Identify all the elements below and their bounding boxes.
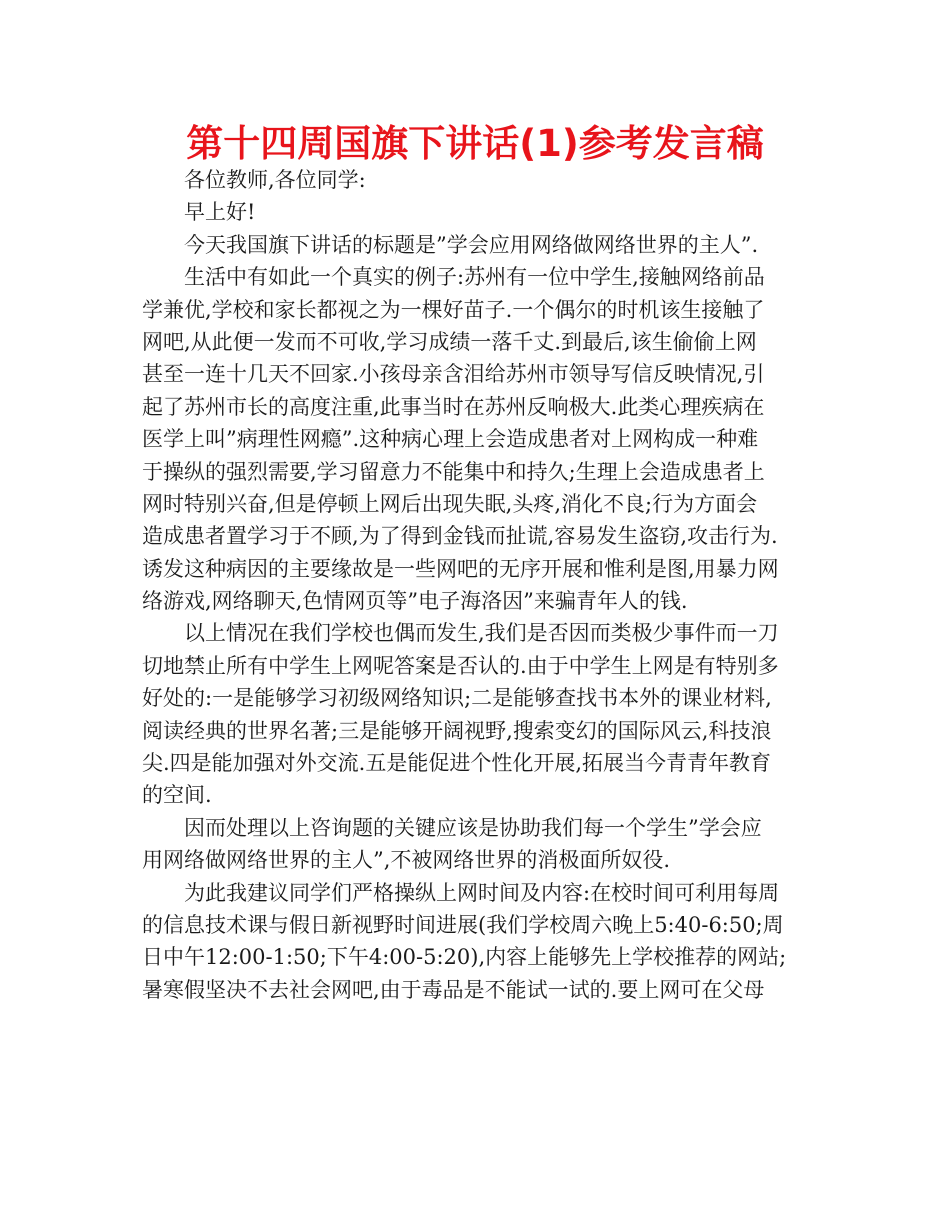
document-body [142,164,818,1006]
text-line: 生活中有如此一个真实的例子:苏州有一位中学生,接触网络前品 [184,265,765,290]
text-line: 于操纵的强烈需要,学习留意力不能集中和持久;生理上会造成患者上 [142,459,765,484]
text-line: 今天我国旗下讲话的标题是”学会应用网络做网络世界的主人”. [184,232,759,257]
text-line: 诱发这种病因的主要缘故是一些网吧的无序开展和惟利是图,用暴力网 [142,556,779,581]
text-line: 医学上叫”病理性网瘾”.这种病心理上会造成患者对上网构成一种难 [142,427,759,452]
text-line: 网时特别兴奋,但是停顿上网后出现失眠,头疼,消化不良;行为方面会 [142,491,758,516]
text-line: 用网络做网络世界的主人”,不被网络世界的消极面所奴役. [142,848,671,873]
text-line: 早上好! [184,200,256,225]
text-line: 造成患者置学习于不顾,为了得到金钱而扯谎,容易发生盗窃,攻击行为. [142,524,778,549]
text-line: 甚至一连十几天不回家.小孩母亲含泪给苏州市领导写信反映情况,引 [142,362,765,387]
text-line: 切地禁止所有中学生上网呢答案是否认的.由于中学生上网是有特别多 [142,653,779,678]
text-line: 起了苏州市长的高度注重,此事当时在苏州反响极大.此类心理疾病在 [142,394,765,419]
text-line: 暑寒假坚决不去社会网吧,由于毒品是不能试一试的.要上网可在父母 [142,977,765,1002]
text-line: 各位教师,各位同学: [184,168,366,192]
text-line: 好处的:一是能够学习初级网络知识;二是能够查找书本外的课业材料, [142,686,772,711]
text-line: 学兼优,学校和家长都视之为一棵好苗子.一个偶尔的时机该生接触了 [142,297,765,322]
text-line: 络游戏,网络聊天,色情网页等”电子海洛因”来骗青年人的钱. [142,589,688,614]
text-line: 以上情况在我们学校也偶而发生,我们是否因而类极少事件而一刀 [184,621,779,646]
text-line: 尖.四是能加强对外交流.五是能促进个性化开展,拓展当今青青年教育 [142,751,772,776]
text-line: 的信息技术课与假日新视野时间进展(我们学校周六晚上5:40-6:50;周 [142,912,784,937]
document-title: 第十四周国旗下讲话(1)参考发言稿 [186,122,764,165]
text-line: 网吧,从此便一发而不可收,学习成绩一落千丈.到最后,该生偷偷上网 [142,329,757,354]
text-line: 因而处理以上咨询题的关键应该是协助我们每一个学生”学会应 [184,815,762,840]
text-line: 阅读经典的世界名著;三是能够开阔视野,搜索变幻的国际风云,科技浪 [142,718,772,743]
text-line: 的空间. [142,783,212,808]
text-line: 日中午12:00-1:50;下午4:00-5:20),内容上能够先上学校推荐的网站; [142,945,787,970]
text-line: 为此我建议同学们严格操纵上网时间及内容:在校时间可利用每周 [184,880,780,905]
